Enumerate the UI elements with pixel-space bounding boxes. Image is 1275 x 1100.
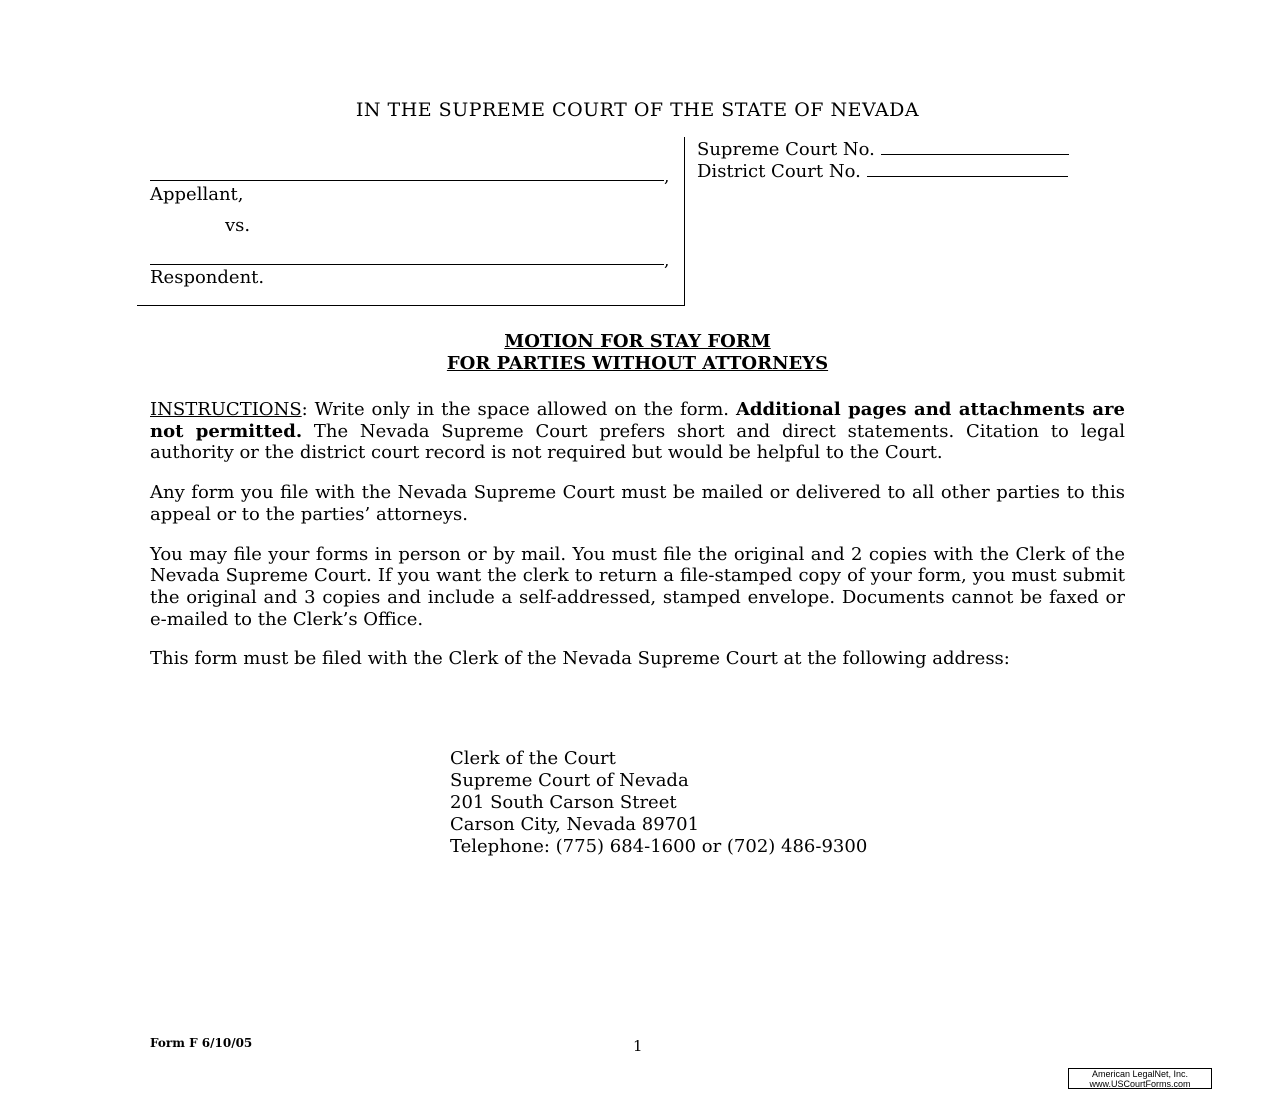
court-header: IN THE SUPREME COURT OF THE STATE OF NEVADA <box>355 99 920 121</box>
address-line-4: Carson City, Nevada 89701 <box>450 814 700 835</box>
form-code: Form F 6/10/05 <box>150 1036 253 1050</box>
publisher-credit-box <box>1068 1068 1212 1089</box>
instructions-bold-notice: Additional pages and attachments are not permitted. <box>150 399 1125 442</box>
instructions-lead: : Write only in the space allowed on the form. <box>301 399 736 420</box>
supreme-court-number-label: Supreme Court No. <box>697 139 875 160</box>
district-court-number-label: District Court No. <box>697 161 861 182</box>
instructions-paragraph-3: You may file your forms in person or by mail. You must file the original and 2 copies with the Clerk of the Nevada Supreme Court. If you want the clerk to return a file-stamped copy of your form, you must submit the original and 3 copies and include a self-addressed, stamped envelope. Documents cannot be faxed or e-mailed to the Clerk’s Office. <box>150 543 1125 630</box>
respondent-label: Respondent. <box>150 267 265 288</box>
respondent-comma: , <box>664 251 670 271</box>
instructions-paragraph-2: Any form you file with the Nevada Supreme Court must be mailed or delivered to all other parties to this appeal or to the parties’ attorneys. <box>150 482 1125 525</box>
address-line-2: Supreme Court of Nevada <box>450 770 689 791</box>
instructions-rest: The Nevada Supreme Court prefers short and direct statements. Citation to legal authority or the district court record is not required but would be helpful to the Court. <box>150 420 1125 464</box>
clerk-address <box>450 748 867 858</box>
vs-label: vs. <box>225 215 251 236</box>
instructions-paragraph-1 <box>150 399 1125 464</box>
form-title-line2: FOR PARTIES WITHOUT ATTORNEYS <box>446 353 829 374</box>
instructions-section <box>150 399 1125 688</box>
case-numbers <box>697 139 1069 183</box>
form-title-line1: MOTION FOR STAY FORM <box>504 331 771 352</box>
form-title <box>0 331 1275 375</box>
respondent-name-line[interactable] <box>150 264 664 265</box>
appellant-comma: , <box>664 167 670 187</box>
address-line-1: Clerk of the Court <box>450 748 616 769</box>
address-telephone: Telephone: (775) 684-1600 or (702) 486-9300 <box>450 836 868 857</box>
district-court-number-field[interactable] <box>867 162 1068 177</box>
publisher-url: www.USCourtForms.com <box>1089 1079 1191 1089</box>
supreme-court-number-row <box>697 139 1069 161</box>
appellant-label: Appellant, <box>150 184 244 205</box>
instructions-paragraph-4: This form must be filed with the Clerk of the Nevada Supreme Court at the following address: <box>150 648 1010 670</box>
district-court-number-row <box>697 161 1069 183</box>
page-number: 1 <box>633 1037 643 1055</box>
supreme-court-number-field[interactable] <box>881 140 1069 155</box>
instructions-heading: INSTRUCTIONS <box>150 399 302 420</box>
address-line-3: 201 South Carson Street <box>450 792 677 813</box>
publisher-name: American LegalNet, Inc. <box>1091 1069 1189 1079</box>
case-caption-parties <box>137 137 685 306</box>
appellant-name-line[interactable] <box>150 180 664 181</box>
